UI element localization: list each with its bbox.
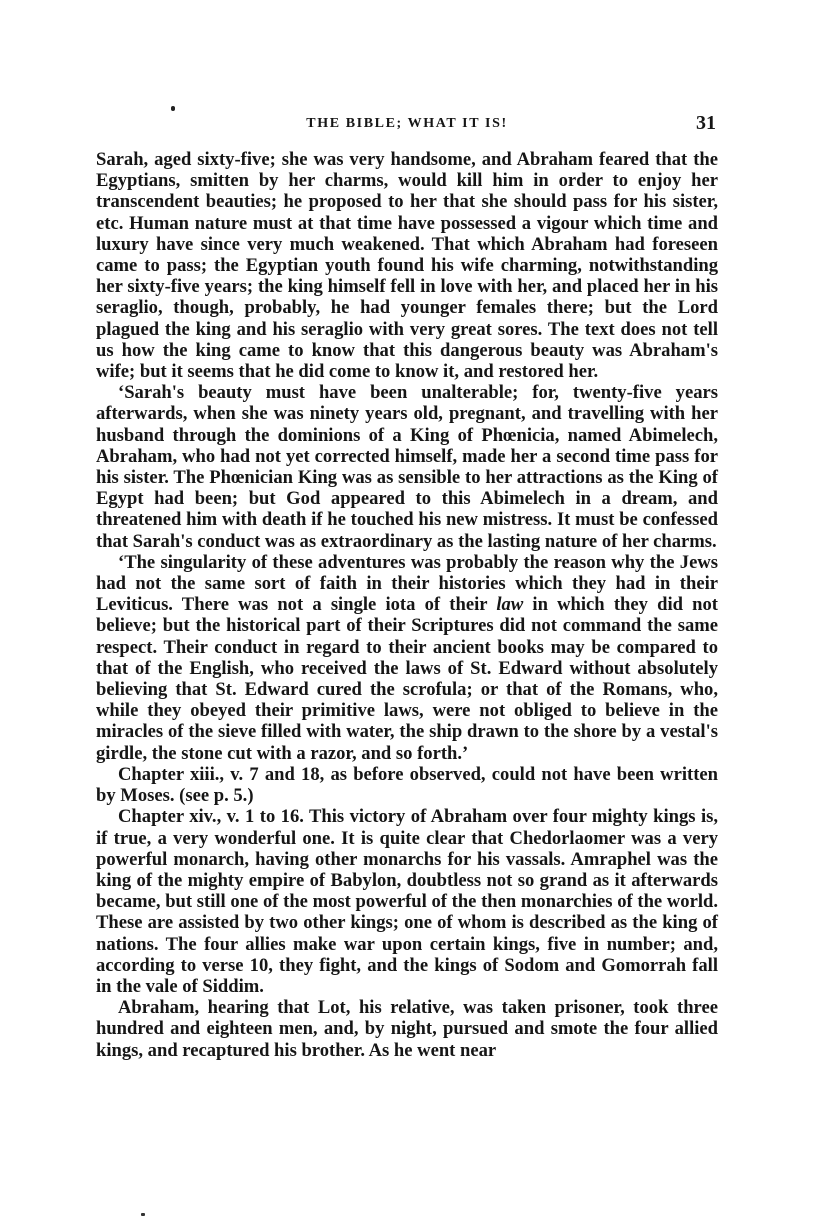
paragraph-abraham-pursuit: Abraham, hearing that Lot, his relative, was taken prisoner, took three hundred and eighteen men, and, by night, pursued and smote the four allied kings, and recaptured his brother. As he went near [96, 997, 718, 1061]
running-title: THE BIBLE; WHAT IT IS! [306, 116, 508, 131]
body-text [96, 149, 718, 1061]
print-speck [171, 106, 175, 111]
paragraph-text-after: in which they did not believe; but the historical part of their Scriptures did not command the same respect. Their conduct in regard to their ancient books may be compared to that of the English, who received the laws of St. Edward without absolutely believing that St. Edward cured the scrofula; or that of the Romans, who, while they obeyed their primitive laws, were not obliged to believe in the miracles of the sieve filled with water, the ship drawn to the shore by a vestal's girdle, the stone cut with a razor, and so forth.’ [96, 594, 718, 764]
page-number: 31 [696, 112, 716, 134]
paragraph-chapter-xiv: Chapter xiv., v. 1 to 16. This victory of Abraham over four mighty kings is, if true, a very wonderful one. It is quite clear that Chedorlaomer was a very powerful monarch, having other monarchs for his vassals. Amraphel was the king of the mighty empire of Babylon, doubtless not so grand as it afterwards became, but still one of the most powerful of the then monarchies of the world. These are assisted by two other kings; one of whom is described as the king of nations. The four allies make war upon certain kings, five in number; and, according to verse 10, they fight, and the kings of Sodom and Gomorrah fall in the vale of Siddim. [96, 806, 718, 997]
paragraph-chapter-xiii: Chapter xiii., v. 7 and 18, as before observed, could not have been written by Moses. (see p. 5.) [96, 763, 718, 807]
italic-law: law [496, 594, 524, 616]
paragraph-sarah-in-egypt: Sarah, aged sixty-five; she was very handsome, and Abraham feared that the Egyptians, smitten by her charms, would kill him in order to enjoy her transcendent beauties; he proposed to her that she should pass for his sister, etc. Human nature must at that time have possessed a vigour which time and luxury have since very much weakened. That which Abraham had foreseen came to pass; the Egyptian youth found his wife charming, notwithstanding her sixty-five years; the king himself fell in love with her, and placed her in his seraglio, though, probably, he had younger females there; but the Lord plagued the king and his seraglio with very great sores. The text does not tell us how the king came to know that this dangerous beauty was Abraham's wife; but it seems that he did come to know it, and restored her. [96, 149, 718, 383]
paragraph-text-before: ‘The singularity of these adventures was probably the reason why the Jews had not the same sort of faith in their histories which they had in their Leviticus. There was not a single iota of their [96, 551, 718, 616]
paragraph-sarah-beauty: ‘Sarah's beauty must have been unalterable; for, twenty-five years afterwards, when she was ninety years old, pregnant, and travelling with her husband through the dominions of a King of Phœnicia, named Abimelech, Abraham, who had not yet corrected himself, made her a second time pass for his sister. The Phœnician King was as sensible to her attractions as the King of Egypt had been; but God appeared to this Abimelech in a dream, and threatened him with death if he touched his new mistress. It must be confessed that Sarah's conduct was as extraordinary as the lasting nature of her charms. [96, 382, 718, 552]
print-speck [141, 1213, 145, 1216]
paragraph-singularity [96, 552, 718, 764]
page-header [96, 112, 718, 138]
